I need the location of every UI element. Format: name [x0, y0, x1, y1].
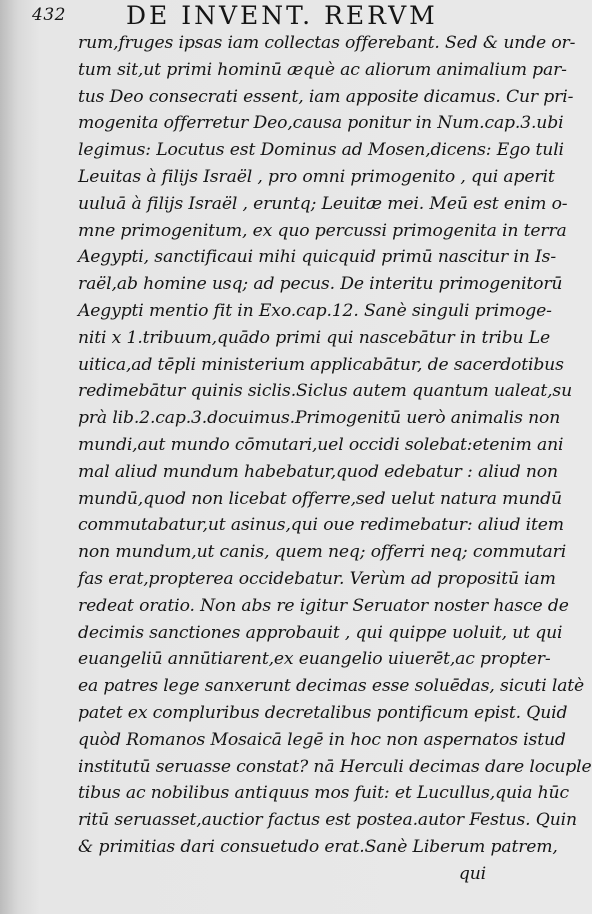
- text-line: euangeliū annūtiarent,ex euangelio uiuerēt,ac propter-: [78, 649, 551, 670]
- text-line: institutū seruasse constat? nā Herculi decimas dare locuple: [78, 756, 592, 777]
- text-line: mundi,aut mundo cōmutari,uel occidi solebat:etenim ani: [78, 434, 564, 455]
- text-line: rum,fruges ipsas iam collectas offerebant. Sed & unde or-: [78, 33, 576, 53]
- text-line: decimis sanctiones approbauit , qui quippe uoluit, ut qui: [78, 622, 563, 643]
- page-number: 432: [32, 5, 66, 25]
- text-line: uuluā à filijs Israël , eruntq; Leuitæ mei. Meū est enim o-: [78, 193, 568, 214]
- text-line: mne primogenitum, ex quo percussi primogenita in terra: [78, 220, 567, 241]
- text-line: redeat oratio. Non abs re igitur Seruator noster hasce de: [78, 595, 569, 616]
- text-line: ea patres lege sanxerunt decimas esse soluēdas, sicuti latè: [78, 676, 585, 697]
- text-line: & primitias dari consuetudo erat.Sanè Liberum patrem,: [78, 836, 558, 857]
- catchword: qui: [458, 863, 486, 884]
- text-line: mal aliud mundum habebatur,quod edebatur : aliud non: [78, 461, 558, 482]
- text-line: Aegypti, sanctificaui mihi quicquid primū nascitur in Is-: [78, 247, 556, 268]
- text-line: raël,ab homine usq; ad pecus. De interitu primogenitorū: [78, 274, 563, 295]
- text-line: fas erat,propterea occidebatur. Verùm ad propositū iam: [78, 568, 556, 589]
- text-line: quòd Romanos Mosaicā legē in hoc non aspernatos istud: [78, 729, 566, 750]
- text-line: redimebātur quinis siclis.Siclus autem quantum ualeat,su: [78, 381, 573, 402]
- text-line: ritū seruasset,auctior factus est postea.autor Festus. Quin: [78, 810, 577, 831]
- body-text: [78, 30, 592, 888]
- text-line: non mundum,ut canis, quem neq; offerri neq; commutari: [78, 542, 567, 563]
- page-header: [28, 2, 488, 28]
- text-line: uitica,ad tēpli ministerium applicabātur, de sacerdotibus: [78, 354, 564, 375]
- text-line: legimus: Locutus est Dominus ad Mosen,dicens: Ego tuli: [78, 140, 564, 161]
- text-line: tum sit,ut primi hominū æquè ac aliorum animalium par-: [78, 59, 567, 80]
- text-line: tus Deo consecrati essent, iam apposite dicamus. Cur pri-: [78, 86, 574, 107]
- text-line: tibus ac nobilibus antiquus mos fuit: et Lucullus,quia hūc: [78, 783, 569, 804]
- text-line: mundū,quod non licebat offerre,sed uelut natura mundū: [78, 488, 562, 509]
- text-line: Aegypti mentio fit in Exo.cap.12. Sanè singuli primoge-: [78, 300, 552, 321]
- running-head: DE INVENT. RERVM: [126, 1, 438, 30]
- text-line: mogenita offerretur Deo,causa ponitur in Num.cap.3.ubi: [78, 113, 564, 134]
- text-line: patet ex compluribus decretalibus pontificum epist. Quid: [78, 702, 568, 723]
- text-line: commutabatur,ut asinus,qui oue redimebatur: aliud item: [78, 515, 564, 536]
- text-line: niti x 1.tribuum,quādo primi qui nascebātur in tribu Le: [78, 327, 551, 348]
- text-line: Leuitas à filijs Israël , pro omni primogenito , qui aperit: [78, 166, 555, 187]
- text-line: prà lib.2.cap.3.docuimus.Primogenitū uerò animalis non: [78, 408, 561, 429]
